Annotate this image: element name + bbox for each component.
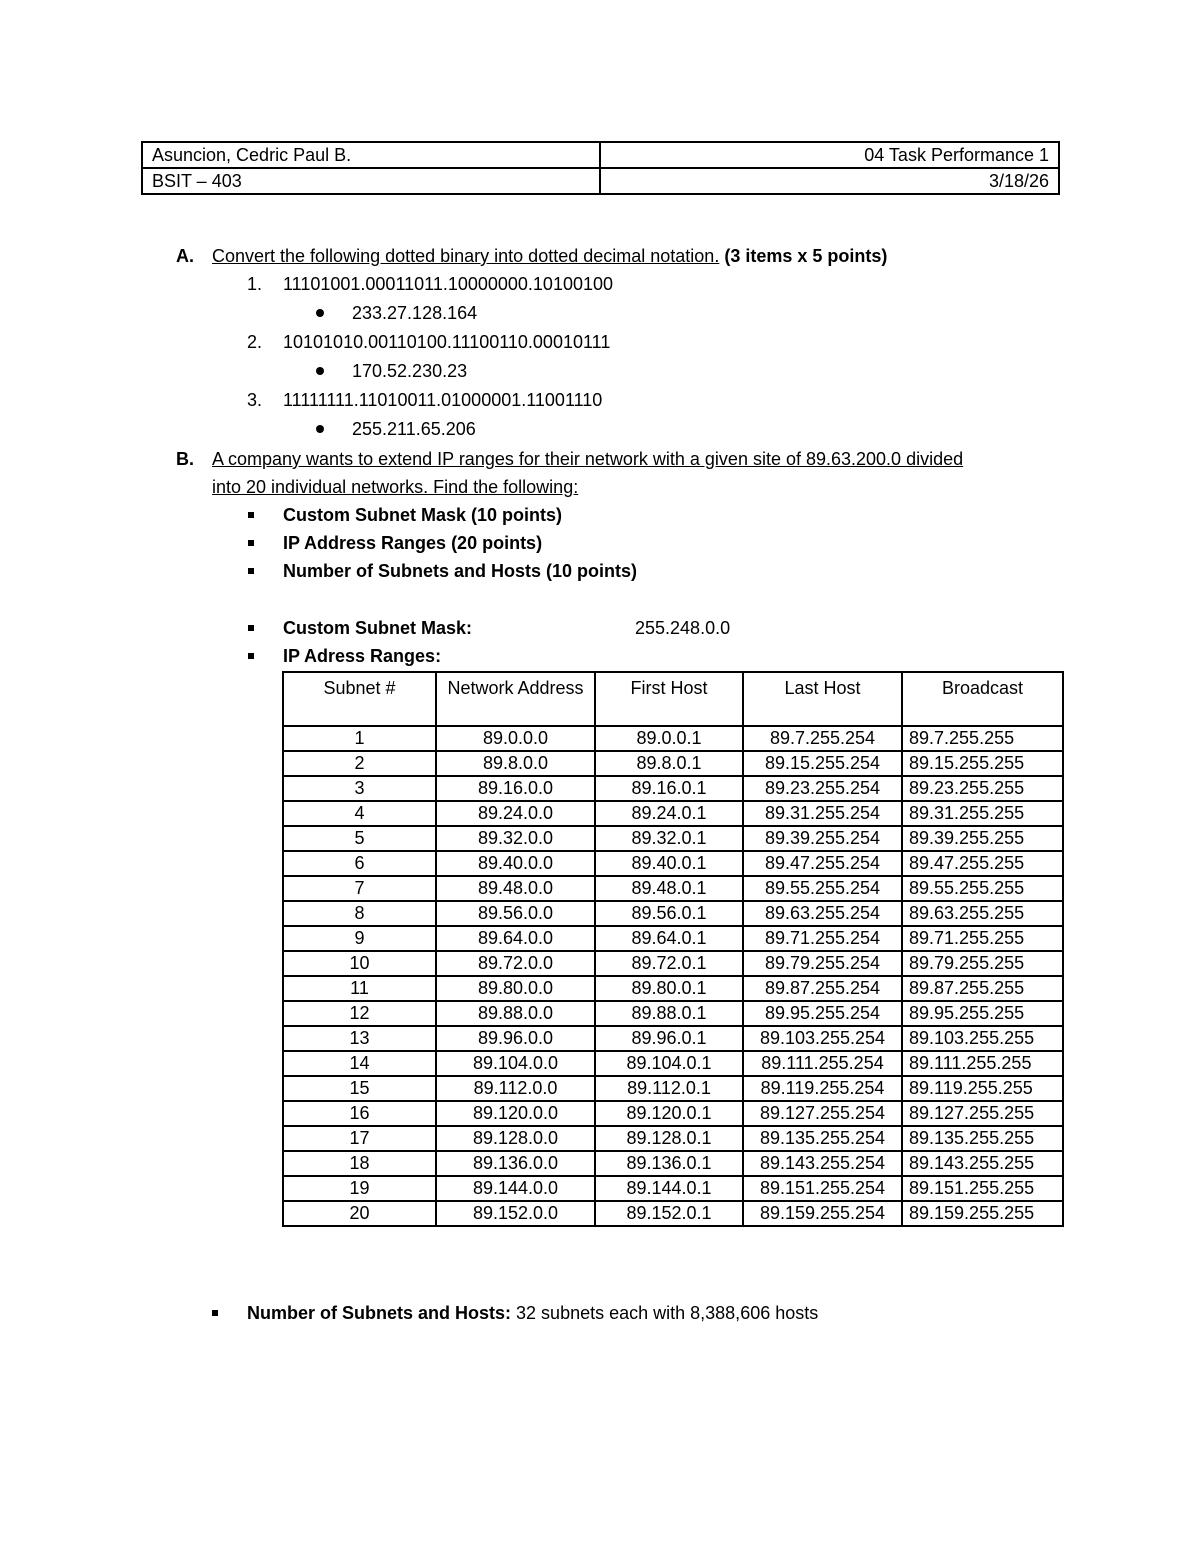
table-row <box>283 926 1063 951</box>
mask-value: 255.248.0.0 <box>635 618 731 638</box>
bullet-dot-icon <box>316 309 324 317</box>
cell-last-host: 89.103.255.254 <box>743 1026 902 1051</box>
part-a-instruction <box>212 244 887 268</box>
hosts-summary <box>247 1301 818 1325</box>
cell-first-host: 89.56.0.1 <box>595 901 743 926</box>
cell-last-host: 89.119.255.254 <box>743 1076 902 1101</box>
cell-broadcast: 89.127.255.255 <box>902 1101 1063 1126</box>
table-row <box>283 826 1063 851</box>
cell-last-host: 89.63.255.254 <box>743 901 902 926</box>
part-b-instruction-line2: into 20 individual networks. Find the following: <box>212 477 579 497</box>
cell-subnet: 19 <box>283 1176 436 1201</box>
subnet-table-body <box>283 726 1063 1226</box>
square-bullet-icon <box>212 1310 218 1316</box>
table-row <box>283 1101 1063 1126</box>
cell-network-address: 89.104.0.0 <box>436 1051 595 1076</box>
requirement-ip-ranges: IP Address Ranges (20 points) <box>283 533 543 553</box>
cell-first-host: 89.64.0.1 <box>595 926 743 951</box>
bullet-dot-icon <box>316 367 324 375</box>
item-1-number: 1. <box>247 274 263 294</box>
cell-network-address: 89.0.0.0 <box>436 726 595 751</box>
cell-network-address: 89.88.0.0 <box>436 1001 595 1026</box>
cell-last-host: 89.143.255.254 <box>743 1151 902 1176</box>
table-row <box>283 776 1063 801</box>
square-bullet-icon <box>248 512 254 518</box>
cell-last-host: 89.71.255.254 <box>743 926 902 951</box>
cell-broadcast: 89.135.255.255 <box>902 1126 1063 1151</box>
square-bullet-icon <box>248 653 254 659</box>
cell-last-host: 89.95.255.254 <box>743 1001 902 1026</box>
table-row <box>283 876 1063 901</box>
table-row <box>283 976 1063 1001</box>
cell-broadcast: 89.15.255.255 <box>902 751 1063 776</box>
cell-broadcast: 89.23.255.255 <box>902 776 1063 801</box>
cell-first-host: 89.104.0.1 <box>595 1051 743 1076</box>
cell-subnet: 10 <box>283 951 436 976</box>
cell-first-host: 89.8.0.1 <box>595 751 743 776</box>
cell-first-host: 89.88.0.1 <box>595 1001 743 1026</box>
cell-network-address: 89.112.0.0 <box>436 1076 595 1101</box>
cell-first-host: 89.72.0.1 <box>595 951 743 976</box>
cell-broadcast: 89.39.255.255 <box>902 826 1063 851</box>
cell-last-host: 89.47.255.254 <box>743 851 902 876</box>
table-row <box>283 951 1063 976</box>
item-3-answer: 255.211.65.206 <box>352 419 476 439</box>
section: BSIT – 403 <box>142 168 600 194</box>
cell-subnet: 11 <box>283 976 436 1001</box>
cell-last-host: 89.159.255.254 <box>743 1201 902 1226</box>
cell-network-address: 89.32.0.0 <box>436 826 595 851</box>
cell-network-address: 89.64.0.0 <box>436 926 595 951</box>
col-broadcast: Broadcast <box>902 672 1063 726</box>
cell-first-host: 89.40.0.1 <box>595 851 743 876</box>
part-a-letter: A. <box>176 246 194 266</box>
cell-first-host: 89.112.0.1 <box>595 1076 743 1101</box>
cell-last-host: 89.55.255.254 <box>743 876 902 901</box>
cell-last-host: 89.15.255.254 <box>743 751 902 776</box>
cell-network-address: 89.72.0.0 <box>436 951 595 976</box>
cell-first-host: 89.80.0.1 <box>595 976 743 1001</box>
item-2-number: 2. <box>247 332 263 352</box>
square-bullet-icon <box>248 625 254 631</box>
cell-broadcast: 89.143.255.255 <box>902 1151 1063 1176</box>
cell-network-address: 89.120.0.0 <box>436 1101 595 1126</box>
cell-subnet: 7 <box>283 876 436 901</box>
table-row <box>283 1126 1063 1151</box>
cell-first-host: 89.144.0.1 <box>595 1176 743 1201</box>
cell-network-address: 89.24.0.0 <box>436 801 595 826</box>
table-row <box>283 751 1063 776</box>
cell-broadcast: 89.119.255.255 <box>902 1076 1063 1101</box>
cell-first-host: 89.96.0.1 <box>595 1026 743 1051</box>
cell-last-host: 89.151.255.254 <box>743 1176 902 1201</box>
cell-last-host: 89.127.255.254 <box>743 1101 902 1126</box>
cell-last-host: 89.111.255.254 <box>743 1051 902 1076</box>
cell-broadcast: 89.111.255.255 <box>902 1051 1063 1076</box>
col-network-address: Network Address <box>436 672 595 726</box>
cell-last-host: 89.79.255.254 <box>743 951 902 976</box>
col-last-host: Last Host <box>743 672 902 726</box>
requirement-subnet-mask: Custom Subnet Mask (10 points) <box>283 505 563 525</box>
part-b-letter: B. <box>176 449 194 469</box>
part-a-instruction-text: Convert the following dotted binary into dotted decimal notation. <box>212 246 720 266</box>
cell-subnet: 13 <box>283 1026 436 1051</box>
cell-network-address: 89.8.0.0 <box>436 751 595 776</box>
table-row <box>283 1151 1063 1176</box>
col-first-host: First Host <box>595 672 743 726</box>
cell-subnet: 9 <box>283 926 436 951</box>
cell-subnet: 12 <box>283 1001 436 1026</box>
cell-subnet: 8 <box>283 901 436 926</box>
cell-broadcast: 89.55.255.255 <box>902 876 1063 901</box>
cell-subnet: 15 <box>283 1076 436 1101</box>
hosts-label: Number of Subnets and Hosts: <box>247 1303 512 1323</box>
cell-first-host: 89.136.0.1 <box>595 1151 743 1176</box>
cell-network-address: 89.48.0.0 <box>436 876 595 901</box>
item-2-binary: 10101010.00110100.11100110.00010111 <box>283 332 611 352</box>
table-row <box>283 1051 1063 1076</box>
cell-last-host: 89.87.255.254 <box>743 976 902 1001</box>
cell-last-host: 89.135.255.254 <box>743 1126 902 1151</box>
cell-last-host: 89.31.255.254 <box>743 801 902 826</box>
cell-broadcast: 89.63.255.255 <box>902 901 1063 926</box>
task-title: 04 Task Performance 1 <box>600 142 1059 168</box>
table-row <box>283 1201 1063 1226</box>
cell-subnet: 6 <box>283 851 436 876</box>
cell-first-host: 89.16.0.1 <box>595 776 743 801</box>
mask-label: Custom Subnet Mask: <box>283 618 473 638</box>
square-bullet-icon <box>248 540 254 546</box>
table-row <box>283 1026 1063 1051</box>
cell-last-host: 89.39.255.254 <box>743 826 902 851</box>
cell-broadcast: 89.95.255.255 <box>902 1001 1063 1026</box>
part-a-points: (3 items x 5 points) <box>724 246 888 266</box>
table-row <box>283 851 1063 876</box>
date: 3/18/26 <box>600 168 1059 194</box>
item-3-number: 3. <box>247 390 263 410</box>
table-row <box>283 1076 1063 1101</box>
cell-first-host: 89.32.0.1 <box>595 826 743 851</box>
cell-first-host: 89.128.0.1 <box>595 1126 743 1151</box>
cell-first-host: 89.24.0.1 <box>595 801 743 826</box>
student-name: Asuncion, Cedric Paul B. <box>142 142 600 168</box>
table-header-row <box>283 672 1063 726</box>
header-table <box>141 141 1060 195</box>
cell-subnet: 18 <box>283 1151 436 1176</box>
ranges-label: IP Adress Ranges: <box>283 646 442 666</box>
item-3-binary: 11111111.11010011.01000001.11001110 <box>283 390 603 410</box>
cell-network-address: 89.152.0.0 <box>436 1201 595 1226</box>
cell-broadcast: 89.7.255.255 <box>902 726 1063 751</box>
col-subnet: Subnet # <box>283 672 436 726</box>
cell-last-host: 89.23.255.254 <box>743 776 902 801</box>
cell-broadcast: 89.79.255.255 <box>902 951 1063 976</box>
bullet-dot-icon <box>316 425 324 433</box>
cell-first-host: 89.152.0.1 <box>595 1201 743 1226</box>
item-1-answer: 233.27.128.164 <box>352 303 478 323</box>
cell-network-address: 89.16.0.0 <box>436 776 595 801</box>
hosts-value: 32 subnets each with 8,388,606 hosts <box>516 1303 819 1323</box>
cell-network-address: 89.128.0.0 <box>436 1126 595 1151</box>
cell-network-address: 89.56.0.0 <box>436 901 595 926</box>
table-row <box>283 1176 1063 1201</box>
cell-subnet: 16 <box>283 1101 436 1126</box>
cell-subnet: 5 <box>283 826 436 851</box>
part-b-instruction-line1: A company wants to extend IP ranges for their network with a given site of 89.63.200.0 divided <box>212 449 964 469</box>
cell-network-address: 89.144.0.0 <box>436 1176 595 1201</box>
requirement-subnets-hosts: Number of Subnets and Hosts (10 points) <box>283 561 638 581</box>
cell-subnet: 14 <box>283 1051 436 1076</box>
table-row <box>283 1001 1063 1026</box>
table-row <box>283 726 1063 751</box>
cell-broadcast: 89.71.255.255 <box>902 926 1063 951</box>
cell-first-host: 89.0.0.1 <box>595 726 743 751</box>
item-2-answer: 170.52.230.23 <box>352 361 468 381</box>
cell-last-host: 89.7.255.254 <box>743 726 902 751</box>
cell-network-address: 89.80.0.0 <box>436 976 595 1001</box>
cell-subnet: 2 <box>283 751 436 776</box>
cell-network-address: 89.40.0.0 <box>436 851 595 876</box>
cell-broadcast: 89.87.255.255 <box>902 976 1063 1001</box>
cell-first-host: 89.120.0.1 <box>595 1101 743 1126</box>
item-1-binary: 11101001.00011011.10000000.10100100 <box>283 274 614 294</box>
cell-broadcast: 89.151.255.255 <box>902 1176 1063 1201</box>
cell-subnet: 17 <box>283 1126 436 1151</box>
cell-broadcast: 89.47.255.255 <box>902 851 1063 876</box>
subnet-table <box>282 671 1064 1227</box>
cell-subnet: 1 <box>283 726 436 751</box>
cell-first-host: 89.48.0.1 <box>595 876 743 901</box>
cell-broadcast: 89.103.255.255 <box>902 1026 1063 1051</box>
cell-subnet: 3 <box>283 776 436 801</box>
cell-subnet: 4 <box>283 801 436 826</box>
cell-subnet: 20 <box>283 1201 436 1226</box>
square-bullet-icon <box>248 568 254 574</box>
table-row <box>283 901 1063 926</box>
cell-network-address: 89.136.0.0 <box>436 1151 595 1176</box>
cell-broadcast: 89.31.255.255 <box>902 801 1063 826</box>
cell-network-address: 89.96.0.0 <box>436 1026 595 1051</box>
cell-broadcast: 89.159.255.255 <box>902 1201 1063 1226</box>
table-row <box>283 801 1063 826</box>
